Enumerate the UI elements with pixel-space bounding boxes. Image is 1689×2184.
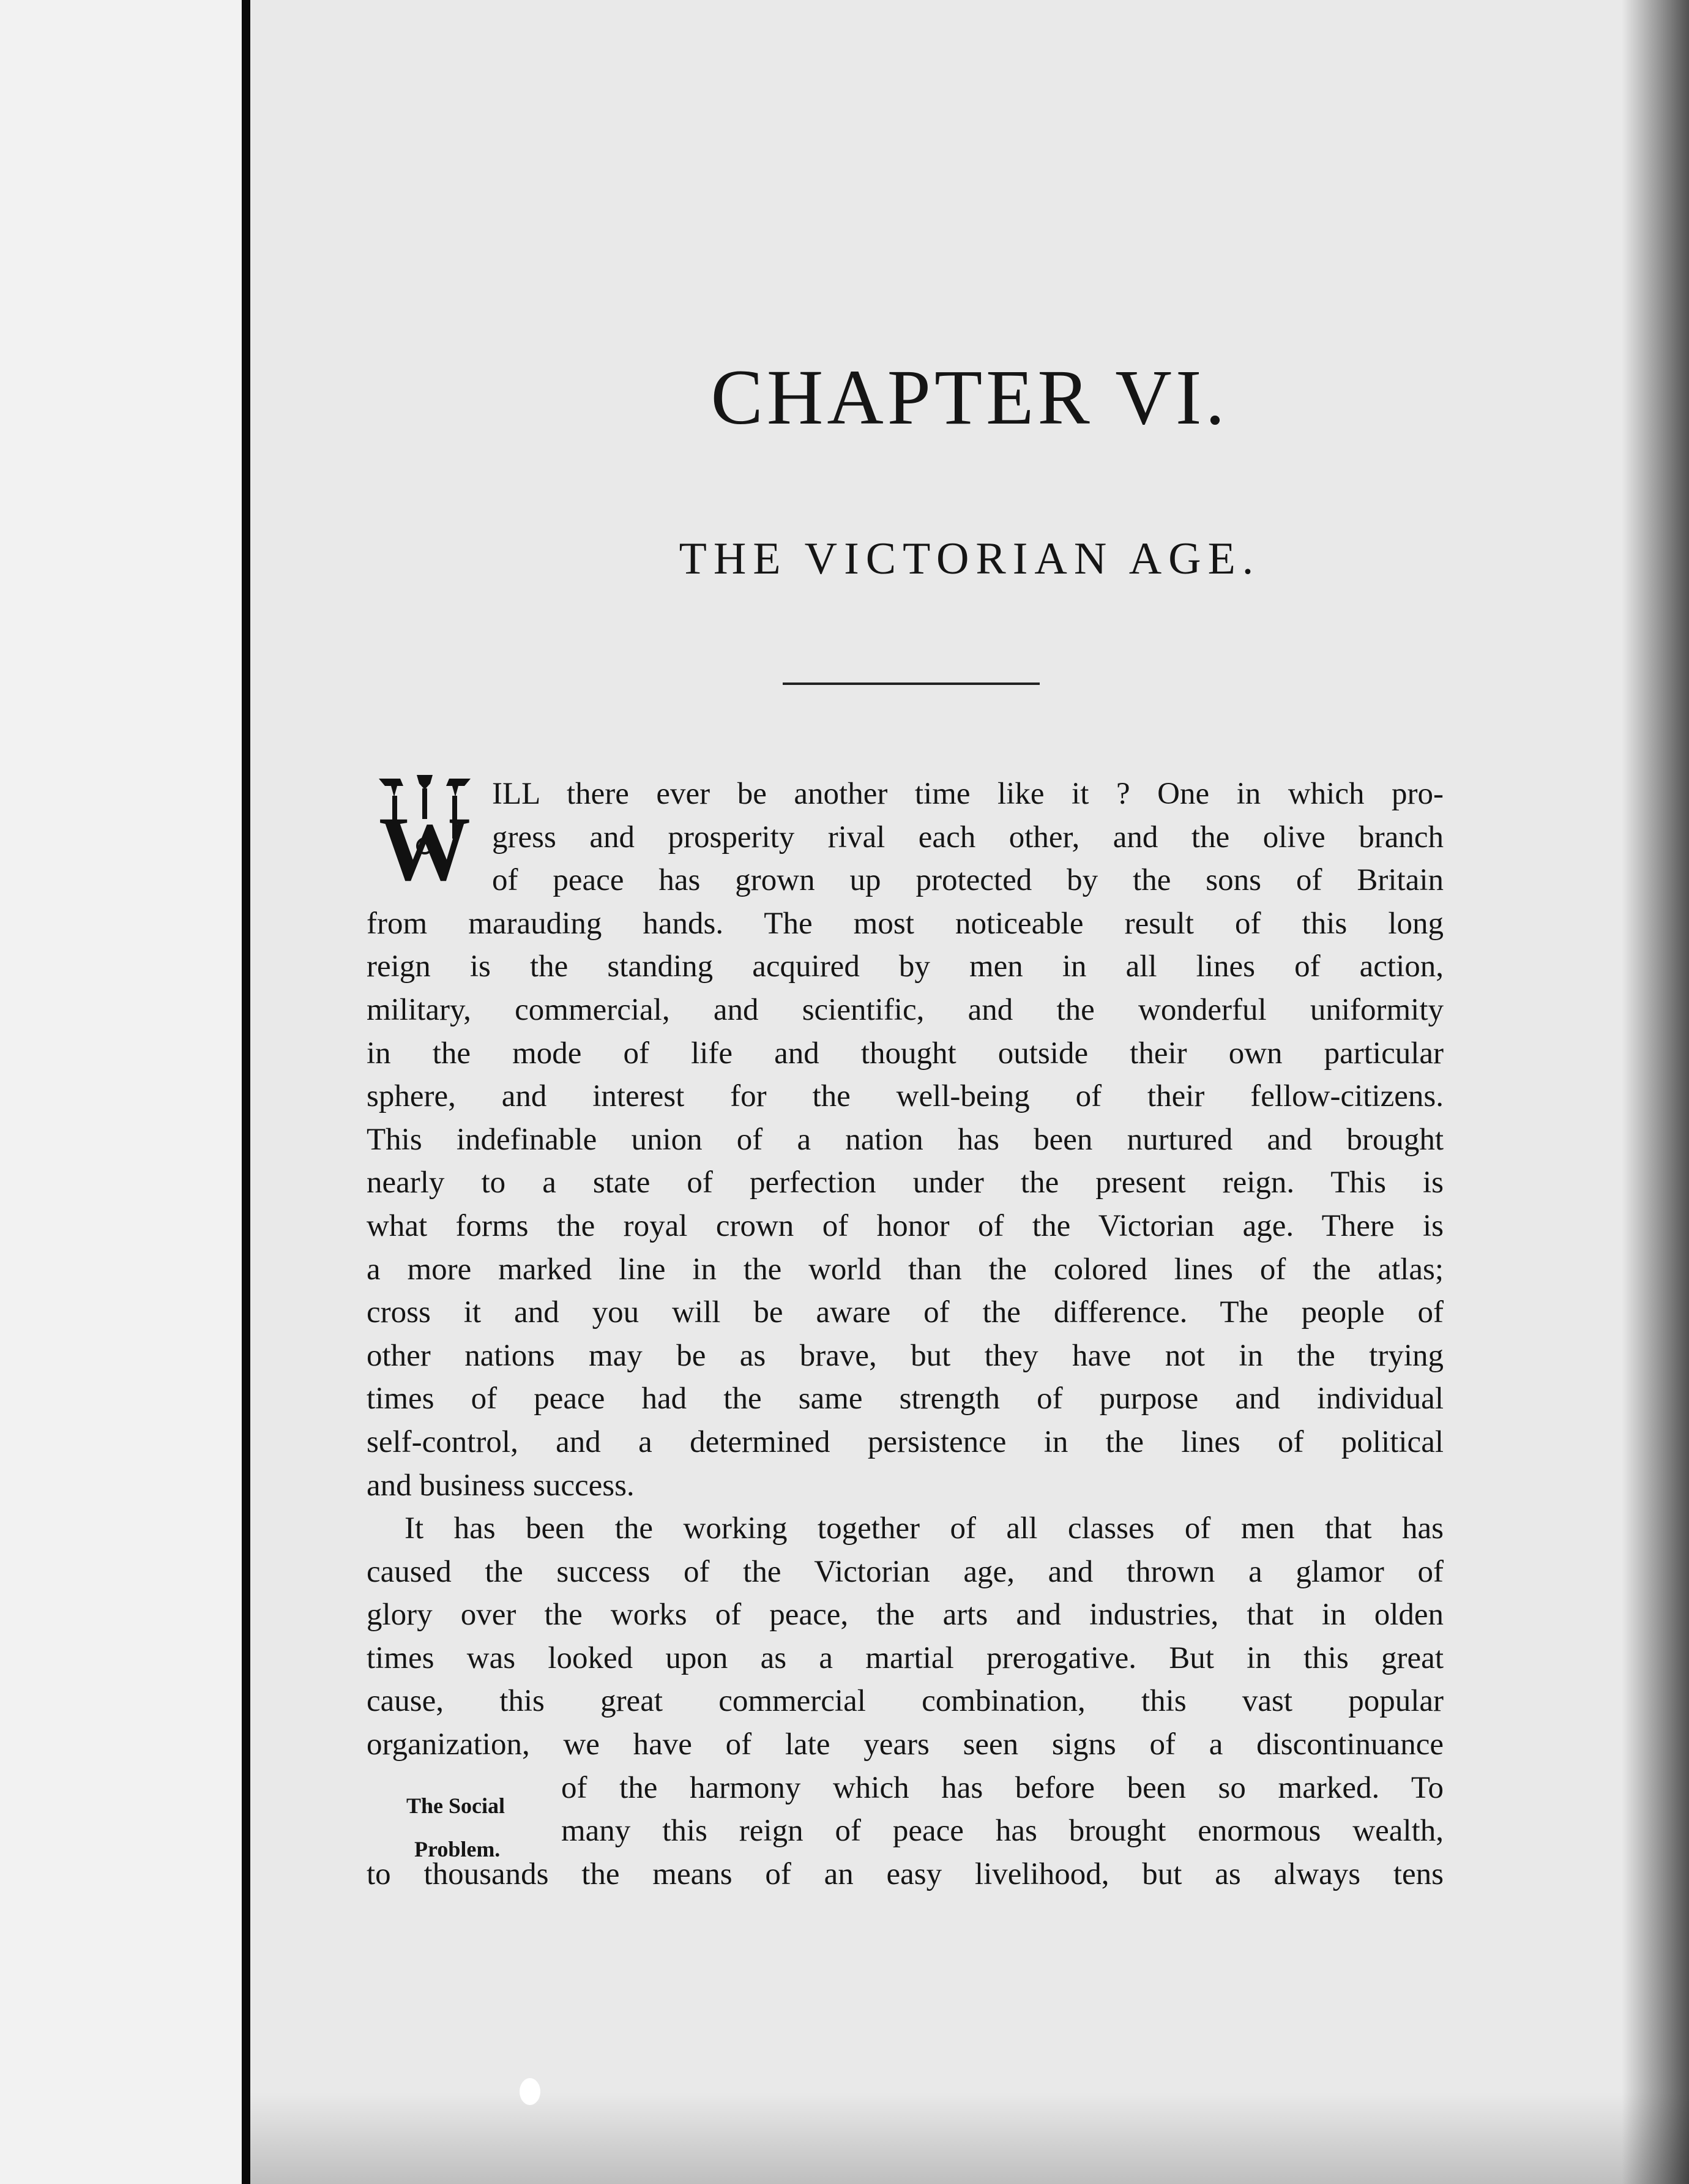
text-line: caused the success of the Victorian age, and thrown a glamor of bbox=[367, 1554, 1444, 1589]
text-line: self-control, and a determined persistence in the lines of political bbox=[367, 1424, 1444, 1459]
text-line: of the harmony which has before been so marked. To bbox=[561, 1770, 1444, 1805]
chapter-subtitle: THE VICTORIAN AGE. bbox=[679, 534, 1261, 584]
paragraph-1 bbox=[367, 772, 1444, 1507]
drop-cap-letter: W bbox=[379, 798, 471, 886]
text-line: from marauding hands. The most noticeable result of this long bbox=[367, 906, 1444, 941]
text-line: sphere, and interest for the well-being of their fellow-citizens. bbox=[367, 1079, 1444, 1114]
paragraph-2 bbox=[367, 1507, 1444, 1896]
text-line: nearly to a state of perfection under the present reign. This is bbox=[367, 1165, 1444, 1200]
body-text bbox=[367, 772, 1444, 1896]
text-line: a more marked line in the world than the colored lines of the atlas; bbox=[367, 1252, 1444, 1287]
sidenote-line-1: The Social bbox=[406, 1793, 505, 1818]
text-line: of peace has grown up protected by the sons of Britain bbox=[492, 863, 1444, 898]
text-line: This indefinable union of a nation has been nurtured and brought bbox=[367, 1122, 1444, 1157]
text-line: times was looked upon as a martial prerogative. But in this great bbox=[367, 1640, 1444, 1675]
book-spine-edge bbox=[242, 0, 250, 2184]
page-gutter-shadow bbox=[1622, 0, 1689, 2184]
chapter-title: CHAPTER VI. bbox=[710, 354, 1229, 441]
paper-speck bbox=[520, 2078, 540, 2105]
left-page-margin bbox=[0, 0, 242, 2184]
text-line: other nations may be as brave, but they have not in the trying bbox=[367, 1338, 1444, 1373]
text-line: times of peace had the same strength of purpose and individual bbox=[367, 1382, 1444, 1416]
text-line: reign is the standing acquired by men in all lines of action, bbox=[367, 949, 1444, 984]
text-line: to thousands the means of an easy livelihood, but as always tens bbox=[367, 1857, 1444, 1891]
text-line: many this reign of peace has brought enormous wealth, bbox=[561, 1814, 1444, 1849]
page-bottom-shade bbox=[250, 2092, 1689, 2184]
text-line: cross it and you will be aware of the difference. The people of bbox=[367, 1295, 1444, 1330]
text-line: gress and prosperity rival each other, and the olive branch bbox=[492, 820, 1444, 855]
text-line: glory over the works of peace, the arts and industries, that in olden bbox=[367, 1598, 1444, 1632]
text-line: what forms the royal crown of honor of the Victorian age. There is bbox=[367, 1208, 1444, 1243]
title-divider-rule bbox=[783, 682, 1040, 685]
text-line: ILL there ever be another time like it ? One in which pro- bbox=[492, 777, 1444, 811]
book-page bbox=[250, 0, 1689, 2184]
text-line: It has been the working together of all classes of men that has bbox=[405, 1511, 1444, 1546]
text-line: military, commercial, and scientific, and the wonderful uniformity bbox=[367, 992, 1444, 1027]
sidenote-line-2: Problem. bbox=[414, 1837, 501, 1861]
text-line: and business success. bbox=[367, 1468, 635, 1503]
text-line: organization, we have of late years seen signs of a discontinuance bbox=[367, 1727, 1444, 1762]
text-line: cause, this great commercial combination, this vast popular bbox=[367, 1684, 1444, 1719]
text-line: in the mode of life and thought outside their own particular bbox=[367, 1036, 1444, 1071]
